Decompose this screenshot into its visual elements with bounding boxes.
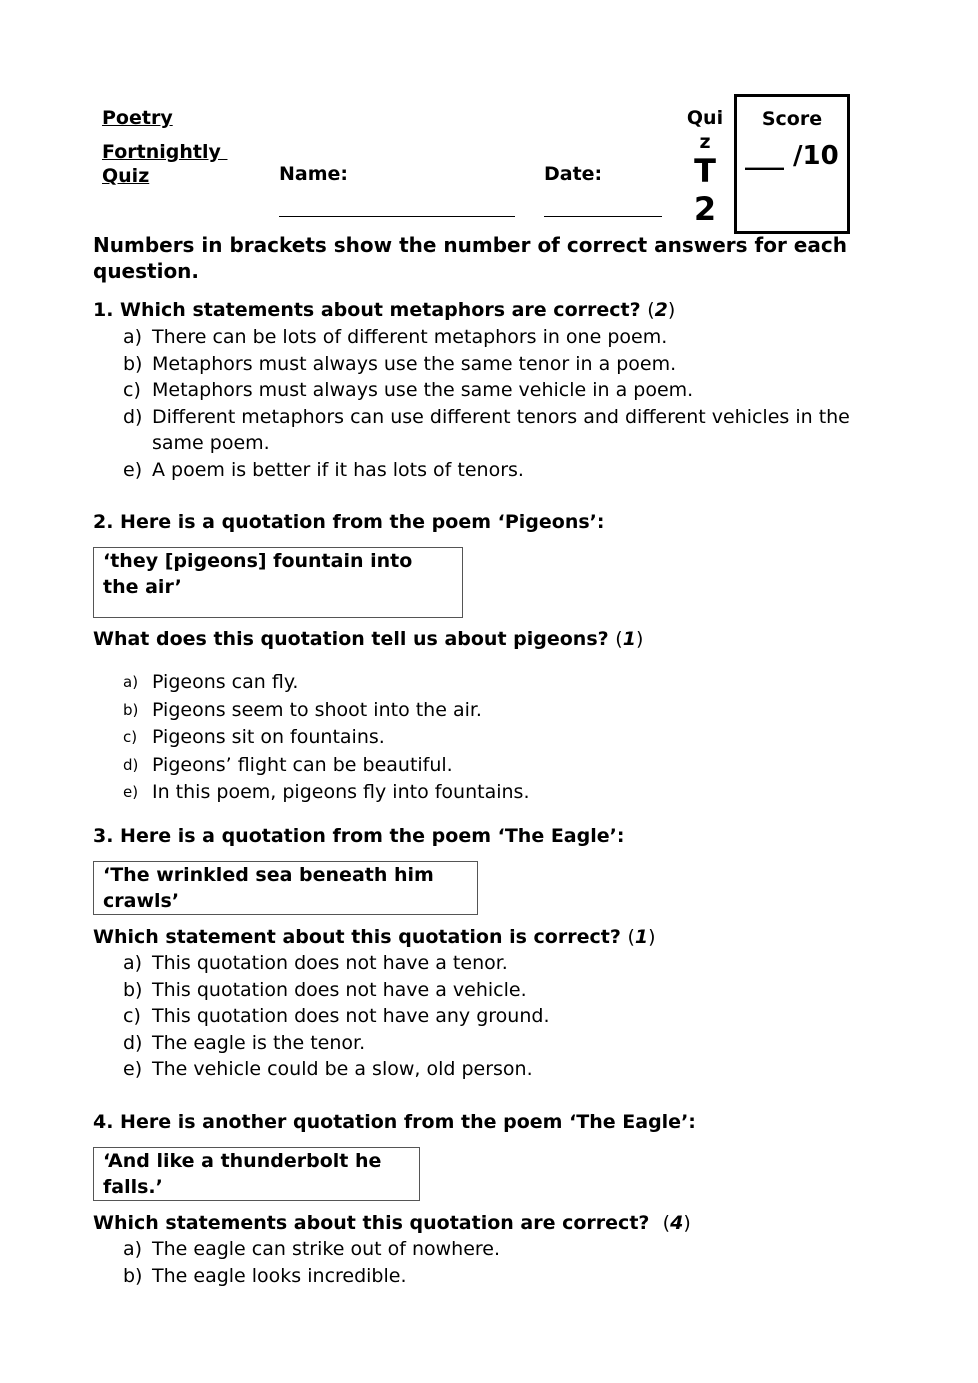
question-3-question: Which statement about this quotation is correct? (1) [93,926,656,948]
question-3-text: Which statement about this quotation is correct? [93,926,621,948]
option-letter: d) [123,405,143,428]
option-letter: b) [123,978,143,1001]
option-letter: b) [123,700,139,719]
question-1-count: 2 [654,299,668,321]
option-1a[interactable] [123,324,883,351]
option-letter: e) [123,1058,143,1080]
score-label: Score [761,108,823,130]
question-1-options [123,324,883,483]
option-text: Pigeons seem to shoot into the air. [152,698,482,721]
option-4a[interactable] [123,1236,883,1263]
option-letter: a) [123,1238,143,1260]
option-text: Pigeons can fly. [152,671,299,693]
option-text: Pigeons’ flight can be beautiful. [152,753,453,776]
option-3b[interactable] [123,977,883,1004]
option-3a[interactable] [123,950,883,977]
quiz-label [684,106,726,154]
question-3-prompt: 3. Here is a quotation from the poem ‘The Eagle’: [93,825,625,847]
question-1-text: 1. Which statements about metaphors are correct? [93,299,641,321]
question-1-prompt: 1. Which statements about metaphors are correct? (2) [93,299,676,321]
option-2c[interactable] [123,724,883,752]
date-label: Date: [544,163,603,185]
option-letter: a) [123,952,143,974]
option-letter: d) [123,1031,143,1054]
option-1b[interactable] [123,351,883,378]
option-text: There can be lots of different metaphors in one poem. [152,326,668,348]
score-value[interactable]: ___ /10 [745,141,839,171]
question-4-quote: ‘And like a thunderbolt he falls.’ [93,1147,420,1201]
option-letter: c) [123,1005,141,1027]
option-text: The eagle is the tenor. [152,1031,366,1054]
title-line-1: Poetry [102,107,173,129]
instructions: Numbers in brackets show the number of correct answers for each question. [93,233,847,283]
option-text: Pigeons sit on fountains. [152,726,385,748]
option-letter: c) [123,379,141,401]
question-4-options [123,1236,883,1289]
option-letter: b) [123,1264,143,1287]
option-letter: b) [123,352,143,375]
option-letter: d) [123,755,139,774]
question-3-options [123,950,883,1083]
option-text: The eagle looks incredible. [152,1264,407,1287]
question-2-quote: ‘they [pigeons] fountain into the air’ [93,547,463,618]
option-text: In this poem, pigeons fly into fountains. [152,781,530,803]
option-text: The vehicle could be a slow, old person. [152,1058,533,1080]
option-text: Metaphors must always use the same tenor in a poem. [152,352,677,375]
option-3d[interactable] [123,1030,883,1057]
question-2-text: What does this quotation tell us about pigeons? [93,628,609,650]
quiz-label-line-2: z [699,131,711,153]
option-letter: a) [123,326,143,348]
option-letter: c) [123,728,138,746]
score-box [734,94,850,234]
option-text: A poem is better if it has lots of tenors. [152,458,524,481]
option-text: This quotation does not have any ground. [152,1005,550,1027]
question-2-question: What does this quotation tell us about pigeons? (1) [93,628,644,650]
quiz-title [102,106,237,188]
option-text: This quotation does not have a tenor. [152,952,508,974]
option-text: Metaphors must always use the same vehicle in a poem. [152,379,694,401]
option-1e[interactable] [123,457,883,484]
question-4-prompt: 4. Here is another quotation from the poem ‘The Eagle’: [93,1111,696,1133]
option-1c[interactable] [123,377,883,404]
option-letter: e) [123,783,139,801]
option-1d[interactable] [123,404,883,457]
date-field[interactable] [544,216,662,217]
question-4-text: Which statements about this quotation are correct? [93,1212,650,1234]
term-line-1: T [694,152,716,190]
option-2b[interactable] [123,697,883,725]
option-3e[interactable] [123,1056,883,1083]
option-2e[interactable] [123,779,883,807]
option-letter: a) [123,673,139,691]
option-letter: e) [123,458,143,481]
option-4b[interactable] [123,1263,883,1290]
option-text: Different metaphors can use different tenors and different vehicles in the same poem. [152,405,850,454]
quiz-label-line-1: Qui [686,107,724,129]
term-label [684,152,726,228]
question-3-count: 1 [634,926,649,948]
question-4-question: Which statements about this quotation are correct? (4) [93,1212,691,1234]
term-line-2: 2 [693,190,717,228]
question-3-quote: ‘The wrinkled sea beneath him crawls’ [93,861,478,915]
title-line-2: Fortnightly [102,141,228,163]
option-2a[interactable] [123,669,883,697]
option-text: The eagle can strike out of nowhere. [152,1238,501,1260]
name-field[interactable] [279,216,515,217]
question-2-options [123,669,883,807]
question-2-prompt: 2. Here is a quotation from the poem ‘Pigeons’: [93,511,605,533]
question-4-count: 4 [670,1212,684,1234]
title-line-3: Quiz [102,165,150,187]
question-2-count: 1 [622,628,636,650]
option-2d[interactable] [123,752,883,780]
option-text: This quotation does not have a vehicle. [152,978,527,1001]
name-label: Name: [279,163,349,185]
option-3c[interactable] [123,1003,883,1030]
